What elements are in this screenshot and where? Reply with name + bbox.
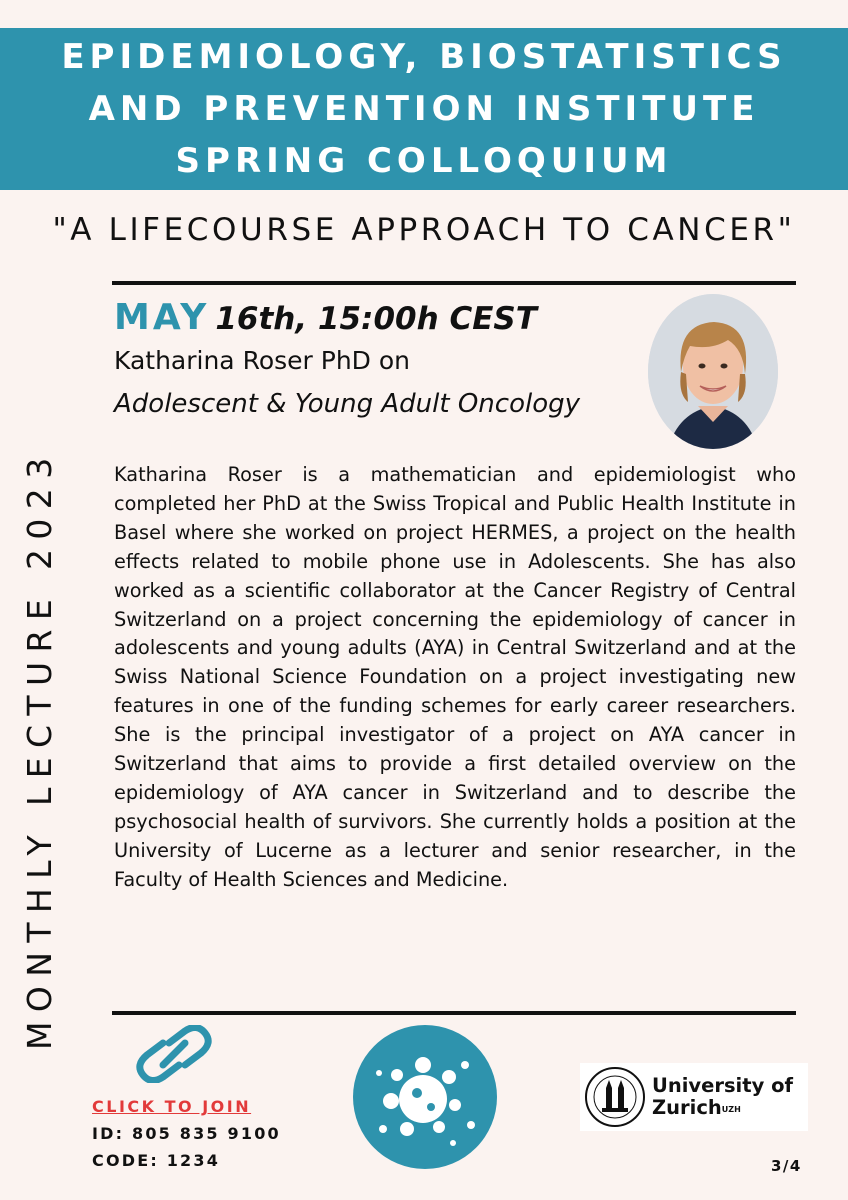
meeting-id: ID: 805 835 9100 bbox=[92, 1124, 281, 1143]
university-abbr: UZH bbox=[721, 1105, 741, 1114]
page-number: 3/4 bbox=[771, 1157, 802, 1175]
university-logo[interactable] bbox=[580, 1063, 808, 1131]
university-name bbox=[652, 1075, 793, 1119]
banner-line-3: SPRING COLLOQUIUM bbox=[175, 141, 673, 181]
meeting-code: CODE: 1234 bbox=[92, 1151, 221, 1170]
speaker-name: Katharina Roser PhD on bbox=[114, 346, 411, 375]
speaker-bio: Katharina Roser is a mathematician and epidemiologist who completed her PhD at the Swiss Tropical and Public Health Institute in Basel where she worked on project HERMES, a project on the health effects related to mobile phone use in Adolescents. She has also worked as a scientific collaborator at the Cancer Registry of Central Switzerland on a project concerning the epidemiology of cancer in adolescents and young adults (AYA) in Central Switzerland and at the Swiss National Science Foundation on a project investigating new features in one of the funding schemes for early career researchers. She is the principal investigator of a project on AYA cancer in Switzerland that aims to provide a first detailed overview on the epidemiology of AYA cancer in Switzerland and to describe the psychosocial health of survivors. She currently holds a position at the University of Lucerne as a lecturer and senior researcher, in the Faculty of Health Sciences and Medicine. bbox=[114, 463, 796, 891]
university-name-line2: Zurich bbox=[652, 1096, 722, 1119]
event-date-line bbox=[114, 297, 537, 338]
uzh-seal-icon bbox=[584, 1066, 646, 1128]
event-datetime: 16th, 15:00h CEST bbox=[215, 301, 537, 337]
link-icon[interactable] bbox=[133, 1025, 215, 1083]
university-name-line1: University of bbox=[652, 1074, 793, 1097]
event-month: MAY bbox=[114, 297, 210, 338]
join-link[interactable]: CLICK TO JOIN bbox=[92, 1097, 252, 1116]
divider-bottom bbox=[112, 1011, 796, 1015]
divider-top bbox=[112, 281, 796, 285]
speaker-photo bbox=[648, 294, 778, 449]
header-banner bbox=[0, 28, 848, 190]
vertical-label: MONTHLY LECTURE 2023 bbox=[20, 448, 59, 1050]
colloquium-subtitle: "A LIFECOURSE APPROACH TO CANCER" bbox=[52, 212, 796, 248]
virus-icon bbox=[353, 1025, 497, 1169]
banner-line-1: EPIDEMIOLOGY, BIOSTATISTICS bbox=[61, 37, 787, 77]
banner-line-2: AND PREVENTION INSTITUTE bbox=[88, 89, 760, 129]
speaker-portrait-icon bbox=[648, 294, 778, 449]
lecture-topic: Adolescent & Young Adult Oncology bbox=[114, 389, 581, 419]
